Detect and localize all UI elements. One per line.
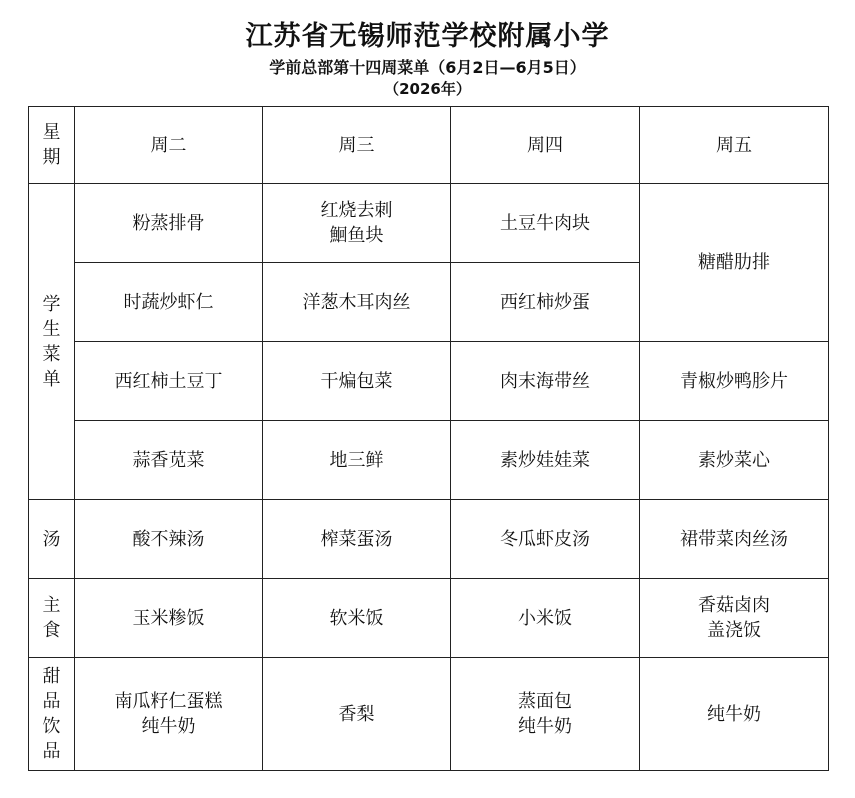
weekly-menu-table <box>28 106 829 771</box>
student-menu-row-3 <box>29 342 829 421</box>
dessert-cell <box>75 658 263 771</box>
menu-cell: 洋葱木耳肉丝 <box>263 263 451 342</box>
menu-cell: 干煸包菜 <box>263 342 451 421</box>
staple-label: 主食 <box>42 595 61 641</box>
menu-cell: 西红柿土豆丁 <box>75 342 263 421</box>
day-header-wed: 周三 <box>263 107 451 184</box>
dessert-cell-line: 纯牛奶 <box>518 716 572 737</box>
menu-cell <box>263 184 451 263</box>
dessert-label: 甜品饮品 <box>42 666 61 762</box>
day-header-thu: 周四 <box>451 107 640 184</box>
dessert-cell-line: 蒸面包 <box>518 691 572 712</box>
soup-cell: 榨菜蛋汤 <box>263 500 451 579</box>
menu-cell: 肉末海带丝 <box>451 342 640 421</box>
page-title: 江苏省无锡师范学校附属小学 <box>245 21 610 52</box>
menu-cell: 青椒炒鸭胗片 <box>640 342 829 421</box>
dessert-cell-line: 南瓜籽仁蛋糕 <box>114 691 223 712</box>
student-menu-label: 学生菜单 <box>42 293 61 390</box>
day-header-fri: 周五 <box>640 107 829 184</box>
dessert-cell: 纯牛奶 <box>640 658 829 771</box>
soup-label-cell <box>29 500 75 579</box>
dessert-cell <box>451 658 640 771</box>
dessert-cell-line: 纯牛奶 <box>141 716 196 737</box>
dessert-row <box>29 658 829 771</box>
day-header-row <box>29 107 829 184</box>
menu-cell: 蒜香苋菜 <box>75 421 263 500</box>
menu-cell: 时蔬炒虾仁 <box>75 263 263 342</box>
menu-cell: 粉蒸排骨 <box>75 184 263 263</box>
day-header-tue: 周二 <box>75 107 263 184</box>
dessert-cell: 香梨 <box>263 658 451 771</box>
soup-cell: 冬瓜虾皮汤 <box>451 500 640 579</box>
menu-year: （2026年） <box>384 80 471 98</box>
menu-cell: 素炒娃娃菜 <box>451 421 640 500</box>
menu-cell: 西红柿炒蛋 <box>451 263 640 342</box>
staple-cell <box>640 579 829 658</box>
menu-cell: 土豆牛肉块 <box>451 184 640 263</box>
menu-cell-line: 鮰鱼块 <box>329 225 384 246</box>
staple-cell-line: 盖浇饭 <box>707 620 761 641</box>
soup-label: 汤 <box>42 528 61 550</box>
soup-row <box>29 500 829 579</box>
corner-label-cell <box>29 107 75 184</box>
menu-cell: 糖醋肋排 <box>640 184 829 342</box>
menu-cell: 素炒菜心 <box>640 421 829 500</box>
staple-cell: 玉米糁饭 <box>75 579 263 658</box>
soup-cell: 酸不辣汤 <box>75 500 263 579</box>
menu-subtitle: 学前总部第十四周菜单（6月2日—6月5日） <box>269 58 586 77</box>
staple-cell-line: 香菇卤肉 <box>698 595 770 616</box>
student-menu-label-cell <box>29 184 75 500</box>
staple-cell: 小米饭 <box>451 579 640 658</box>
menu-cell-line: 红烧去刺 <box>320 200 393 221</box>
soup-cell: 裙带菜肉丝汤 <box>640 500 829 579</box>
staple-cell: 软米饭 <box>263 579 451 658</box>
corner-label: 星期 <box>42 122 61 168</box>
dessert-label-cell <box>29 658 75 771</box>
student-menu-row-1 <box>29 184 829 263</box>
staple-label-cell <box>29 579 75 658</box>
student-menu-row-4 <box>29 421 829 500</box>
menu-cell: 地三鲜 <box>263 421 451 500</box>
staple-row <box>29 579 829 658</box>
